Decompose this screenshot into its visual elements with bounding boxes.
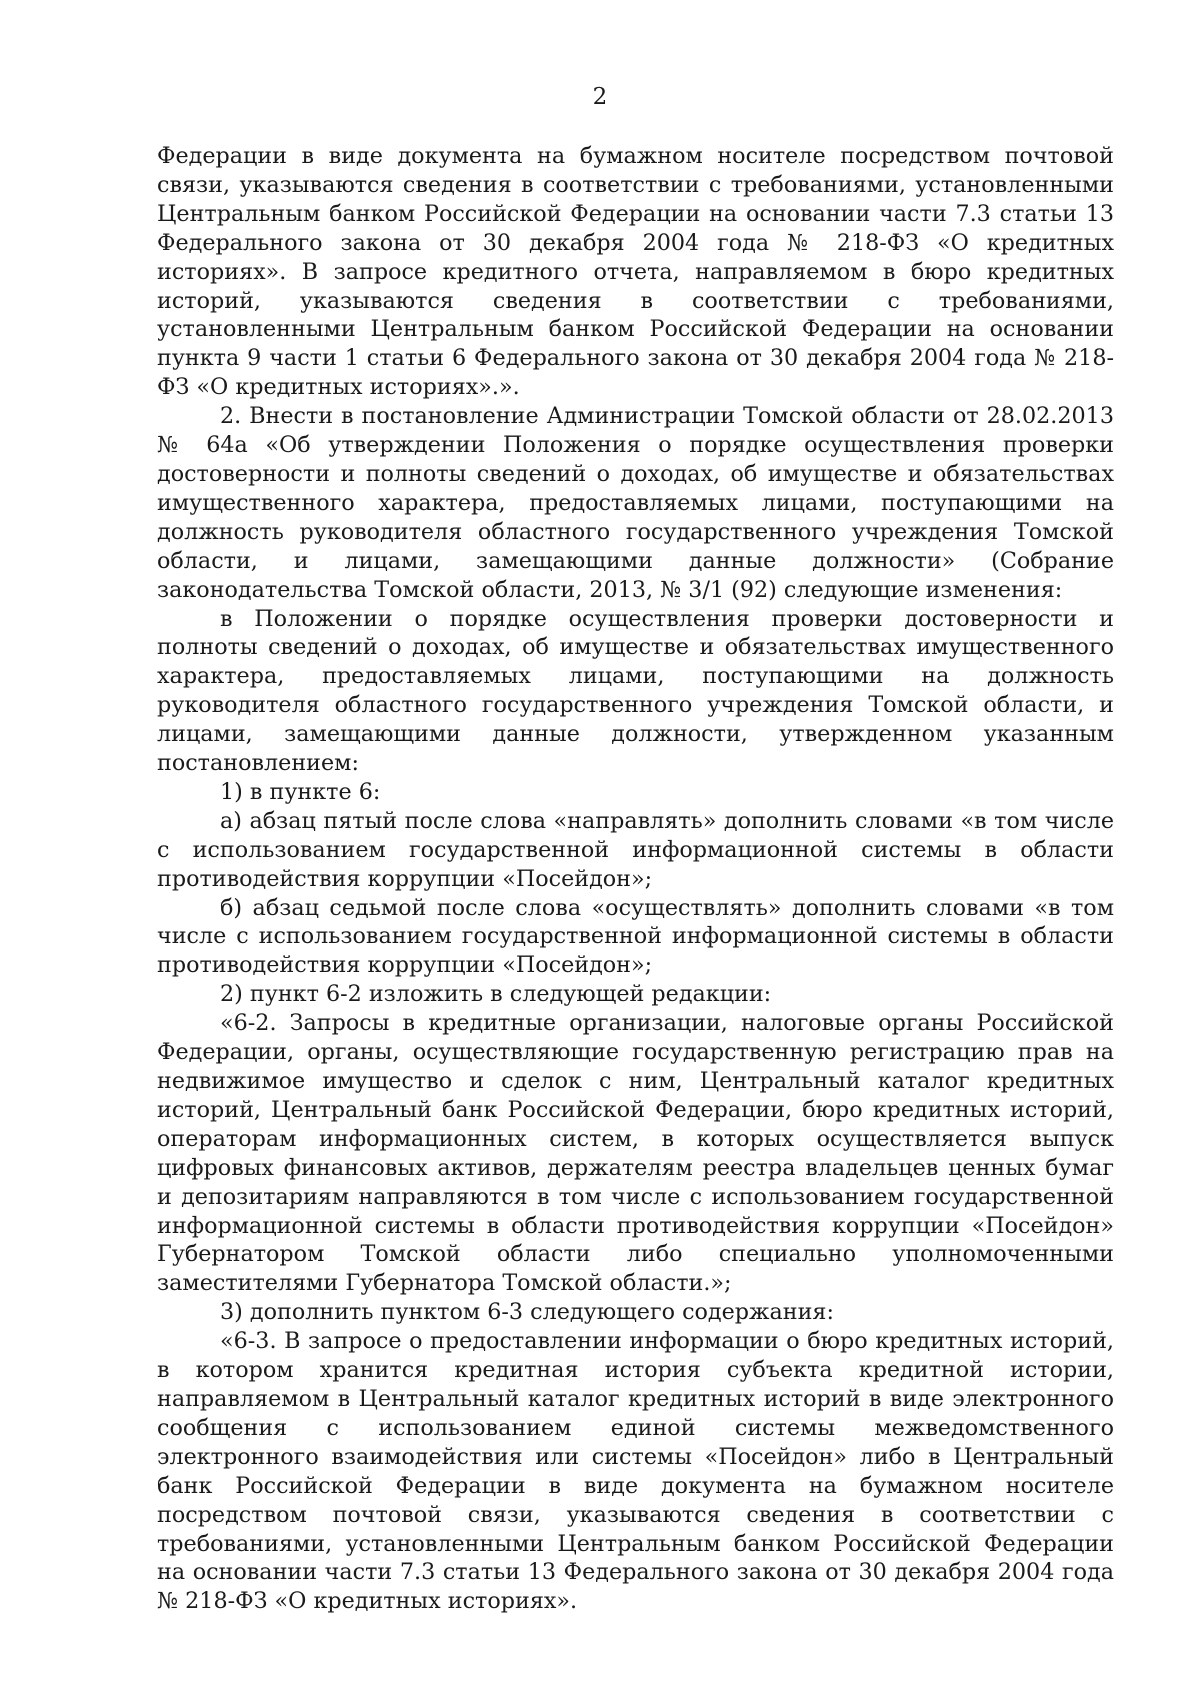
paragraph-subitem-1b: б) абзац седьмой после слова «осуществлять» дополнить словами «в том числе с использованием государственной информационной системы в области противодействия коррупции «Посейдон»; xyxy=(157,894,1114,979)
paragraph-item-2: 2. Внести в постановление Администрации Томской области от 28.02.2013 № 64а «Об утверждении Положения о порядке осуществления проверки достоверности и полноты сведений о доходах, об имуществе и обязательствах имущественного характера, предоставляемых лицами, поступающими на должность руководителя областного государственного учреждения Томской области, и лицами, замещающими данные должности» (Собрание законодательства Томской области, 2013, № 3/1 (92) следующие изменения: xyxy=(157,403,1114,603)
paragraph-subitem-3: 3) дополнить пунктом 6-3 следующего содержания: xyxy=(220,1299,834,1326)
paragraph-clause-6-2: «6-2. Запросы в кредитные организации, налоговые органы Российской Федерации, органы, осуществляющие государственную регистрацию прав на недвижимое имущество и сделок с ним, Центральный каталог кредитных историй, Центральный банк Российской Федерации, бюро кредитных историй, операторам информационных систем, в которых осуществляется выпуск цифровых финансовых активов, держателям реестра владельцев ценных бумаг и депозитариям направляются в том числе с использованием государственной информационной системы в области противодействия коррупции «Посейдон» Губернатором Томской области либо специально уполномоченными заместителями Губернатора Томской области.»; xyxy=(157,1010,1114,1297)
paragraph-subitem-1a: а) абзац пятый после слова «направлять» дополнить словами «в том числе с использованием государственной информационной системы в области противодействия коррупции «Посейдон»; xyxy=(157,807,1114,892)
page-number: 2 xyxy=(592,84,608,110)
paragraph-continuation: Федерации в виде документа на бумажном носителе посредством почтовой связи, указываются сведения в соответствии с требованиями, установленными Центральным банком Российской Федерации на основании части 7.3 статьи 13 Федерального закона от 30 декабря 2004 года № 218-ФЗ «О кредитных историях». В запросе кредитного отчета, направляемом в бюро кредитных историй, указываются сведения в соответствии с требованиями, установленными Центральным банком Российской Федерации на основании пункта 9 части 1 статьи 6 Федерального закона от 30 декабря 2004 года № 218-ФЗ «О кредитных историях».». xyxy=(157,143,1114,401)
paragraph-clause-6-3: «6-3. В запросе о предоставлении информации о бюро кредитных историй, в котором хранится кредитная история субъекта кредитной истории, направляемом в Центральный каталог кредитных историй в виде электронного сообщения с использованием единой системы межведомственного электронного взаимодействия или системы «Посейдон» либо в Центральный банк Российской Федерации в виде документа на бумажном носителе посредством почтовой связи, указываются сведения в соответствии с требованиями, установленными Центральным банком Российской Федерации на основании части 7.3 статьи 13 Федерального закона от 30 декабря 2004 года № 218-ФЗ «О кредитных историях». xyxy=(157,1328,1114,1615)
paragraph-subitem-1: 1) в пункте 6: xyxy=(220,778,381,805)
paragraph-subitem-2: 2) пункт 6-2 изложить в следующей редакции: xyxy=(220,981,772,1008)
document-body xyxy=(157,142,1114,1616)
paragraph-regulation-intro: в Положении о порядке осуществления проверки достоверности и полноты сведений о доходах, об имуществе и обязательствах имущественного характера, предоставляемых лицами, поступающими на должность руководителя областного государственного учреждения Томской области, и лицами, замещающими данные должности, утвержденном указанным постановлением: xyxy=(157,605,1114,777)
